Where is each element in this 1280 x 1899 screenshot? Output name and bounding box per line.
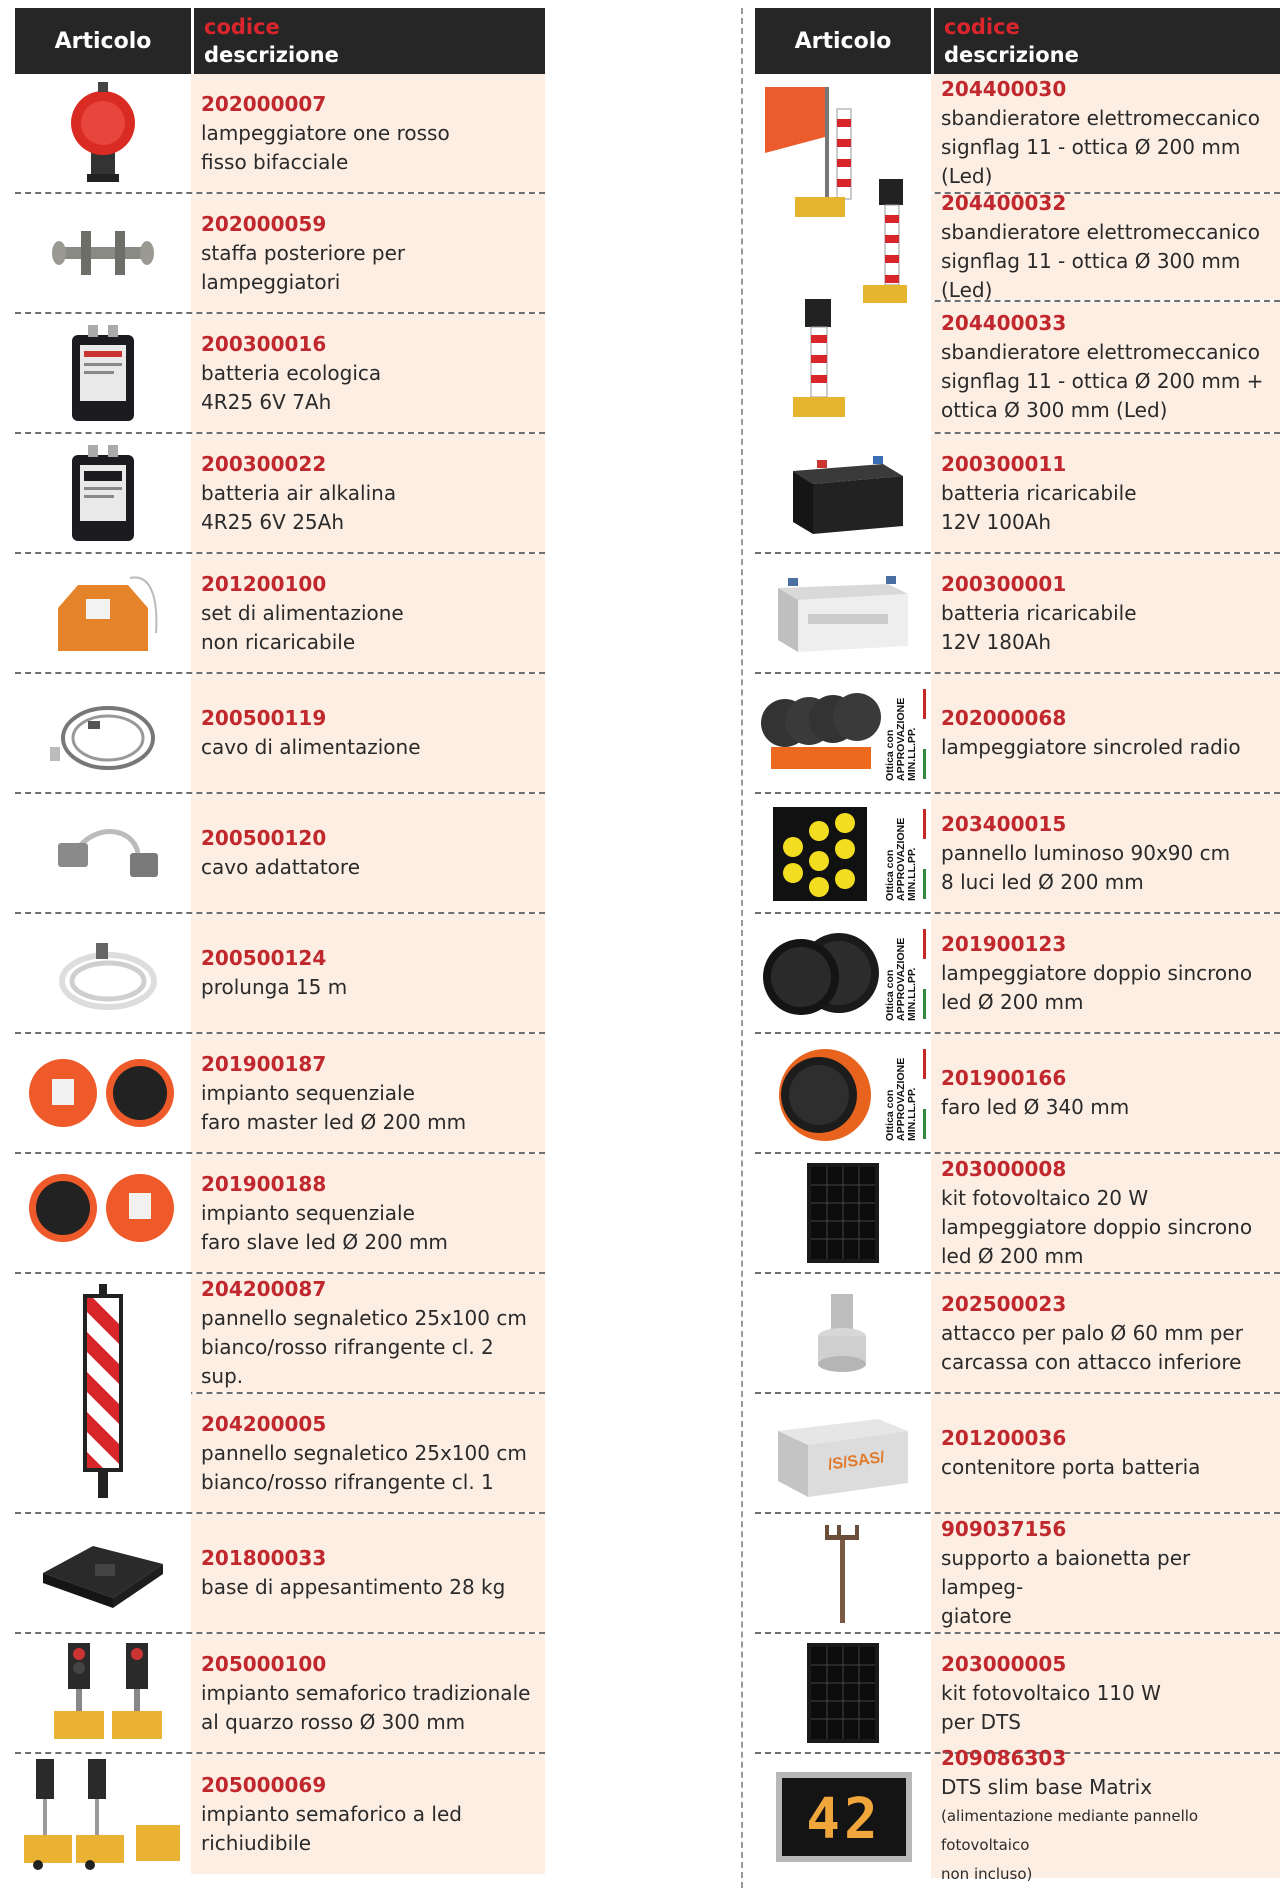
table-row (15, 794, 545, 914)
extension-cable-icon (15, 914, 191, 1032)
badge-line2: APPROVAZIONE (895, 697, 907, 781)
item-code: 204400032 (941, 191, 1067, 215)
item-desc: supporto a baionetta per lampeg- giatore (941, 1546, 1191, 1628)
pole-mount-icon (755, 1274, 931, 1392)
traffic-light-icon (15, 1754, 191, 1874)
svg-text:Ottica conAPPROVAZIONEMIN.LL.P (884, 1057, 918, 1140)
flasher-set-icon (755, 674, 931, 792)
item-desc: lampeggiatore sincroled radio (941, 735, 1241, 759)
svg-text:Ottica conAPPROVAZIONEMIN.LL.P (884, 697, 918, 780)
item-desc: lampeggiatore doppio sincrono led Ø 200 mm (941, 960, 1253, 1014)
item-code: 201900187 (201, 1051, 327, 1076)
item-desc: batteria air alkalina 4R25 6V 25Ah (201, 480, 397, 534)
solar-panel-icon (755, 1154, 931, 1272)
item-desc: kit fotovoltaico 20 W lampeggiatore doppio sincrono led Ø 200 mm (941, 1186, 1253, 1268)
badge-line2: APPROVAZIONE (895, 817, 907, 901)
cable-icon (15, 674, 191, 792)
header-codice: codice (944, 15, 1020, 39)
table-row (755, 1745, 1280, 1883)
table-row (755, 1034, 1280, 1154)
item-code: 209086303 (941, 1745, 1067, 1770)
red-flasher-icon (15, 74, 191, 192)
sequential-light-icon (15, 1034, 191, 1152)
table-header (755, 8, 1280, 74)
item-code: 201900166 (941, 1066, 1067, 1090)
table-row (755, 1514, 1280, 1634)
item-code: 202500023 (941, 1291, 1067, 1316)
header-descrizione: descrizione (204, 43, 339, 67)
badge-line3: MIN.LL.PP. (906, 1087, 918, 1141)
bayonet-support-icon (755, 1514, 931, 1632)
item-code: 202000068 (941, 706, 1067, 730)
item-code: 204200005 (201, 1411, 327, 1436)
item-code: 201900123 (941, 931, 1067, 956)
item-code: 201900188 (201, 1171, 327, 1196)
table-row (15, 434, 545, 554)
item-desc: impianto sequenziale faro master led Ø 200 mm (201, 1080, 467, 1134)
item-desc: impianto semaforico a led richiudibile (201, 1801, 462, 1855)
item-desc: impianto sequenziale faro slave led Ø 200 mm (201, 1200, 448, 1254)
adapter-cable-icon (15, 794, 191, 912)
led-beacon-icon (755, 1034, 931, 1152)
table-row (15, 1634, 545, 1754)
table-header (15, 8, 545, 74)
table-row (755, 1154, 1280, 1274)
solar-panel-icon (755, 1634, 931, 1752)
item-note: (alimentazione mediante pannello fotovoltaico non incluso) (941, 1806, 1199, 1883)
item-code: 203000008 (941, 1157, 1067, 1181)
table-row (755, 1394, 1280, 1514)
badge-line1: Ottica con (884, 729, 896, 781)
item-code: 205000069 (201, 1772, 327, 1797)
item-desc: cavo di alimentazione (201, 735, 421, 759)
item-code: 200500120 (201, 826, 327, 850)
arrow-panel-icon (755, 794, 931, 912)
item-desc: contenitore porta batteria (941, 1455, 1201, 1479)
item-code: 204400033 (941, 311, 1067, 335)
item-code: 202000007 (201, 91, 327, 116)
item-code: 201200100 (201, 571, 327, 596)
badge-line1: Ottica con (884, 1089, 896, 1141)
power-set-icon (15, 554, 191, 672)
table-row (15, 1754, 545, 1874)
table-row (755, 1274, 1280, 1394)
car-battery-icon (755, 554, 931, 672)
item-desc: impianto semaforico tradizionale al quarzo rosso Ø 300 mm (201, 1680, 531, 1734)
table-row (15, 314, 545, 434)
table-row (15, 914, 545, 1034)
table-row (15, 554, 545, 674)
item-code: 200500119 (201, 706, 327, 730)
table-row (15, 1154, 545, 1274)
item-code: 202000059 (201, 211, 327, 236)
dts-display-icon (755, 1754, 931, 1878)
badge-line2: APPROVAZIONE (895, 1057, 907, 1141)
car-battery-icon (755, 434, 931, 552)
column-divider (741, 8, 743, 1888)
table-row (15, 74, 545, 194)
brand-logo: /S/SAS/ (826, 1448, 886, 1474)
table-row (755, 554, 1280, 674)
bracket-icon (15, 194, 191, 312)
badge-line1: Ottica con (884, 969, 896, 1021)
double-flasher-icon (755, 914, 931, 1032)
header-articolo: Articolo (755, 8, 931, 74)
item-desc: sbandieratore elettromeccanico signflag 11 - ottica Ø 200 mm (Led) (941, 106, 1260, 188)
item-code: 203400015 (941, 811, 1067, 836)
item-desc: kit fotovoltaico 110 W per DTS (941, 1680, 1161, 1734)
battery-icon (15, 434, 191, 552)
item-desc: set di alimentazione non ricaricabile (201, 600, 404, 654)
dts-display-value: 42 (806, 1787, 882, 1852)
item-desc: base di appesantimento 28 kg (201, 1575, 506, 1599)
header-descrizione: descrizione (944, 43, 1079, 67)
weight-base-icon (15, 1514, 191, 1632)
item-desc: pannello segnaletico 25x100 cm bianco/rosso rifrangente cl. 1 (201, 1440, 527, 1494)
item-code: 204200087 (201, 1277, 327, 1301)
item-code: 909037156 (941, 1517, 1067, 1541)
item-desc: lampeggiatore one rosso fisso bifacciale (201, 120, 450, 174)
traffic-light-icon (15, 1634, 191, 1752)
badge-line3: MIN.LL.PP. (906, 727, 918, 781)
item-desc: attacco per palo Ø 60 mm per carcassa con attacco inferiore (941, 1320, 1243, 1374)
item-code: 203000005 (941, 1651, 1067, 1676)
badge-line2: APPROVAZIONE (895, 937, 907, 1021)
header-codice: codice (204, 15, 280, 39)
item-desc: batteria ricaricabile 12V 100Ah (941, 480, 1137, 534)
header-articolo: Articolo (15, 8, 191, 74)
table-row (15, 1514, 545, 1634)
item-code: 200300011 (941, 451, 1067, 476)
item-desc: DTS slim base Matrix (941, 1774, 1153, 1799)
item-desc: prolunga 15 m (201, 975, 348, 999)
svg-text:Ottica conAPPROVAZIONEMIN.LL.P (884, 937, 918, 1020)
badge-line1: Ottica con (884, 849, 896, 901)
right-table (755, 8, 1280, 1883)
svg-text:Ottica conAPPROVAZIONEMIN.LL.P (884, 817, 918, 900)
item-desc: sbandieratore elettromeccanico signflag 11 - ottica Ø 200 mm + ottica Ø 300 mm (Led) (941, 340, 1264, 422)
table-row (755, 914, 1280, 1034)
item-desc: batteria ecologica 4R25 6V 7Ah (201, 360, 382, 414)
left-table (15, 8, 545, 1874)
table-row (15, 674, 545, 794)
item-desc: faro led Ø 340 mm (941, 1095, 1130, 1119)
item-desc: pannello segnaletico 25x100 cm bianco/rosso rifrangente cl. 2 sup. (201, 1306, 527, 1388)
item-code: 200300001 (941, 571, 1067, 596)
signflag-icon (755, 74, 931, 434)
item-desc: sbandieratore elettromeccanico signflag 11 - ottica Ø 300 mm (Led) (941, 220, 1260, 302)
signal-panel-icon (15, 1274, 191, 1510)
item-code: 200300022 (201, 451, 327, 476)
item-desc: pannello luminoso 90x90 cm 8 luci led Ø 200 mm (941, 840, 1231, 894)
battery-icon (15, 314, 191, 432)
item-code: 205000100 (201, 1651, 327, 1676)
badge-line3: MIN.LL.PP. (906, 847, 918, 901)
table-row (755, 794, 1280, 914)
item-code: 204400030 (941, 77, 1067, 101)
item-desc: staffa posteriore per lampeggiatori (201, 240, 406, 294)
item-code: 200300016 (201, 331, 327, 356)
item-code: 201200036 (941, 1426, 1067, 1450)
sequential-light-icon (15, 1154, 191, 1272)
table-row (15, 194, 545, 314)
item-code: 200500124 (201, 946, 327, 970)
item-desc: batteria ricaricabile 12V 180Ah (941, 600, 1137, 654)
table-row (755, 434, 1280, 554)
item-code: 201800033 (201, 1546, 327, 1570)
table-row (755, 1634, 1280, 1754)
battery-box-icon (755, 1394, 931, 1512)
table-row (755, 674, 1280, 794)
item-desc: cavo adattatore (201, 855, 360, 879)
badge-line3: MIN.LL.PP. (906, 967, 918, 1021)
table-row (15, 1034, 545, 1154)
